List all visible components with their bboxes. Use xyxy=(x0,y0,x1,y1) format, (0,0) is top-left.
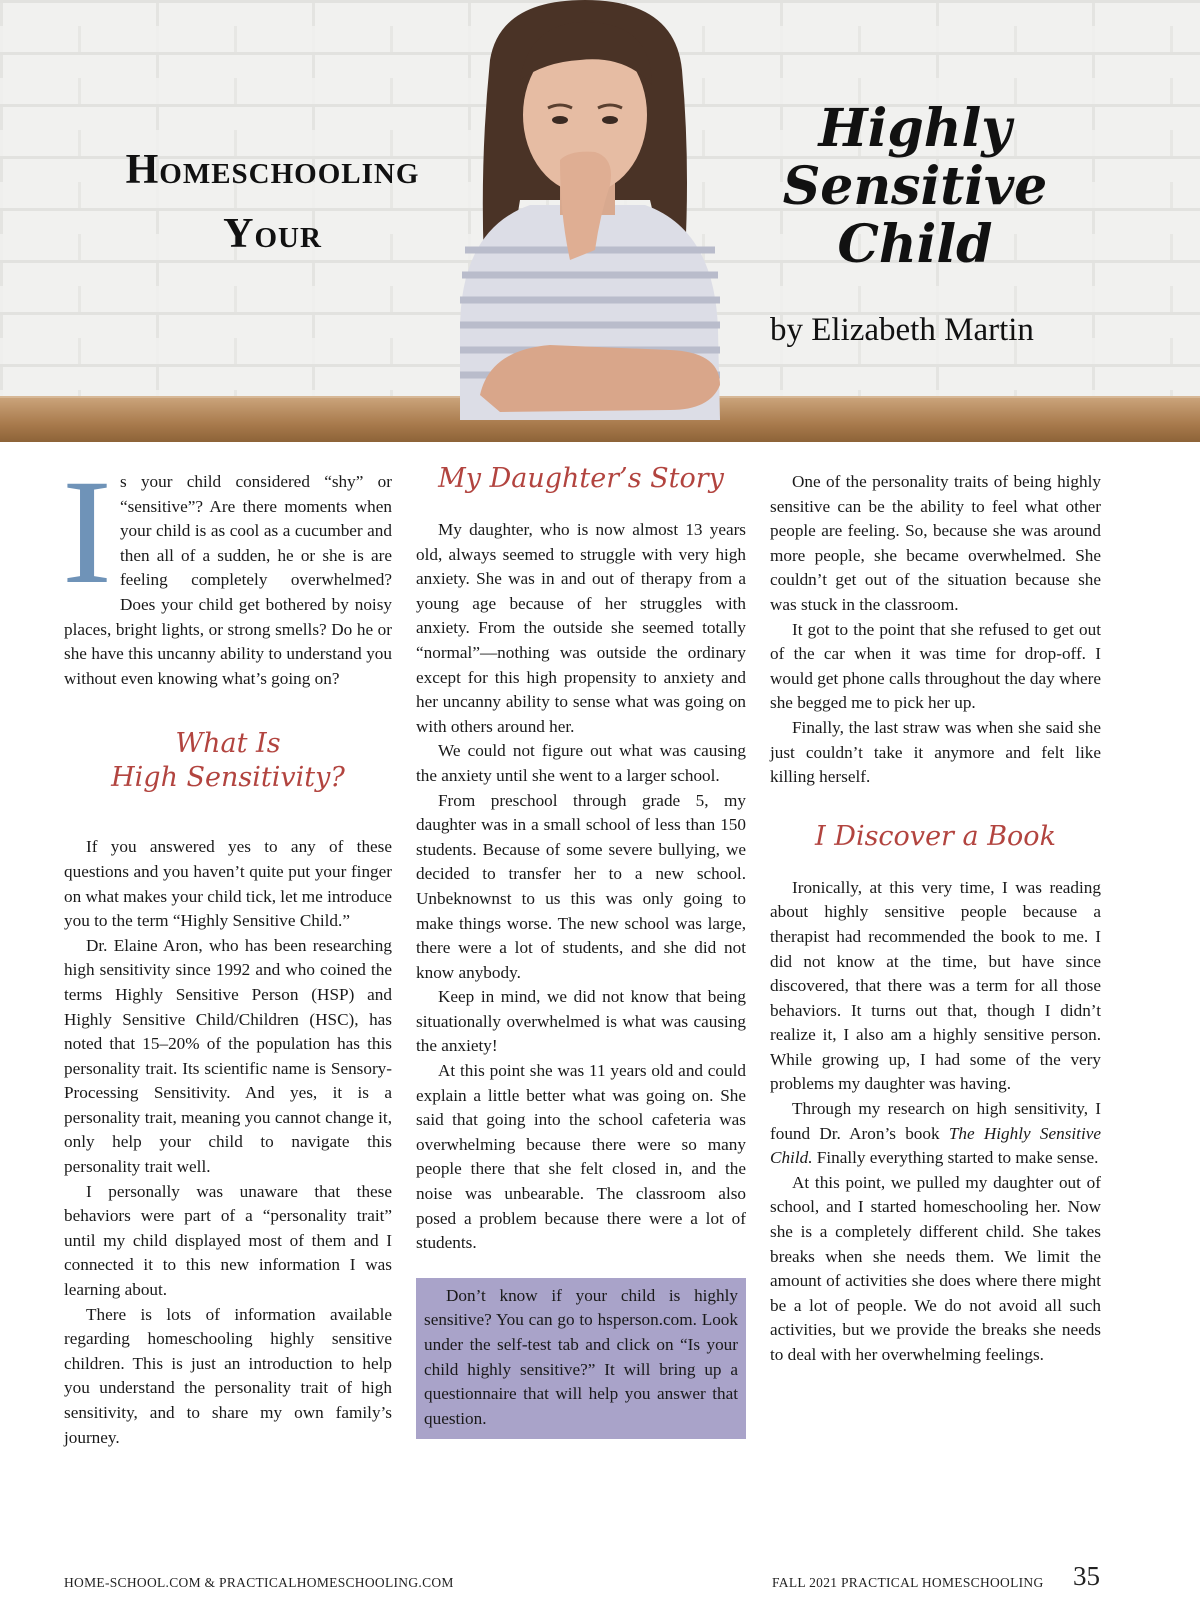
title-right-line-2: Sensitive xyxy=(782,156,1048,217)
subhead-what-is-high-sensitivity xyxy=(64,727,392,795)
hero-banner xyxy=(0,0,1200,442)
paragraph: It got to the point that she refused to get out of the car when it was time for drop-off. I would get phone calls throughout the day where she begged me to pick her up. xyxy=(770,619,1101,713)
paragraph: My daughter, who is now almost 13 years old, always seemed to struggle with very high anxiety. She was in and out of therapy from a young age because of her struggles with anxiety. From the outside she seemed totally “normal”—nothing was outside the ordinary except for this high propensity to anxiety and her uncanny ability to sense what was going on with others around her. xyxy=(416,520,746,736)
callout-text: Don’t know if your child is highly sensitive? You can go to hsperson.com. Look under the self-test tab and click on “Is your child highly sensitive?” It will bring up a questionnaire that will help you answer that question. xyxy=(424,1285,738,1428)
drop-cap: I xyxy=(62,449,112,615)
paragraph: Ironically, at this very time, I was reading about highly sensitive people because a therapist had recommended the book to me. I did not know at the time, but have since discovered, that there was a term for all those behaviors. It turns out that, though I didn’t realize it, I also am a highly sensitive person. While growing up, I had some of the very problems my daughter was having. xyxy=(770,877,1101,1094)
paragraph: At this point, we pulled my daughter out of school, and I started homeschooling her. Now she is a completely different child. She takes breaks when she needs them. We limit the amount of activities she does where there might be a lot of people. We do not avoid all such activities, but we provide the breaks she needs to deal with her overwhelming feelings. xyxy=(770,1172,1101,1364)
paragraph: We could not figure out what was causing the anxiety until she went to a larger school. xyxy=(416,741,746,785)
paragraph: At this point she was 11 years old and could explain a little better what was going on. She said that going into the school cafeteria was overwhelming because there were so many people there that she felt closed in, and the noise was unbearable. The classroom also posed a problem because there were a lot of students. xyxy=(416,1061,746,1253)
column-1 xyxy=(62,449,392,1450)
paragraph: Dr. Elaine Aron, who has been researching high sensitivity since 1992 and who coined the terms Highly Sensitive Person (HSP) and Highly Sensitive Child/Children (HSC), has noted that 15–20% of the population has this personality trait. Its scientific name is Sensory-Processing Sensitivity. And yes, it is a personality trait, meaning you cannot change it, only help your child to navigate this personality trait well. xyxy=(64,935,392,1177)
title-left-line-1: Homeschooling xyxy=(125,147,420,193)
paragraph: From preschool through grade 5, my daughter was in a small school of less than 150 students. Because of some severe bullying, we decided to transfer her to a new school. Unbeknownst to us this was only going to make things worse. The new school was large, there were a lot of students, and she did not know anybody. xyxy=(416,790,746,982)
paragraph-text: Through my research on high sensitivity, I found Dr. Aron’s book xyxy=(770,1099,1101,1143)
paragraph: Finally, the last straw was when she said she just couldn’t take it anymore and felt like killing herself. xyxy=(770,717,1101,787)
page-number: 35 xyxy=(1073,1561,1100,1591)
subhead-line-2: High Sensitivity? xyxy=(111,762,345,794)
author-byline: by Elizabeth Martin xyxy=(770,312,1034,348)
paragraph xyxy=(770,1097,1101,1171)
paragraph: Keep in mind, we did not know that being situationally overwhelmed is what was causing the anxiety! xyxy=(416,987,746,1056)
subhead-my-daughters-story: My Daughter’s Story xyxy=(438,463,724,494)
paragraph: There is lots of information available regarding homeschooling highly sensitive children. This is just an introduction to help you understand the personality trait of high sensitivity, and to share my own family’s journey. xyxy=(64,1304,392,1447)
paragraph: I personally was unaware that these behaviors were part of a “personality trait” until my child displayed most of them and I connected it to this new information I was learning about. xyxy=(64,1181,392,1300)
footer-issue: FALL 2021 PRACTICAL HOMESCHOOLING xyxy=(772,1575,1044,1590)
footer-website: HOME-SCHOOL.COM & PRACTICALHOMESCHOOLING.COM xyxy=(64,1575,454,1590)
intro-paragraph xyxy=(62,449,392,691)
subhead-line-1: What Is xyxy=(175,728,281,760)
intro-text: s your child considered “shy” or “sensitive”? Are there moments when your child is as cool as a cucumber and then all of a sudden, he or she is are feeling completely overwhelmed? Does your child get bothered by noisy places, bright lights, or strong smells? Do he or she have this uncanny ability to understand you without even knowing what’s going on? xyxy=(64,472,392,688)
paragraph-text: Finally everything started to make sense. xyxy=(812,1148,1099,1168)
column-3 xyxy=(770,470,1101,1368)
column-2 xyxy=(416,463,746,1439)
title-left-line-2: Your xyxy=(223,211,322,257)
paragraph: If you answered yes to any of these questions and you haven’t quite put your finger on what makes your child tick, let me introduce you to the term “Highly Sensitive Child.” xyxy=(64,837,392,931)
callout-box xyxy=(416,1278,746,1440)
title-right-line-3: Child xyxy=(837,214,993,275)
title-right-line-1: Highly xyxy=(818,98,1012,159)
title-left xyxy=(70,138,475,266)
book-title: The Highly Sensitive Child. xyxy=(770,1123,1101,1168)
paragraph: One of the personality traits of being highly sensitive can be the ability to feel what other people are feeling. So, because she was around more people, she became overwhelmed. She couldn’t get out of the situation because she was stuck in the classroom. xyxy=(770,472,1101,614)
subhead-i-discover-a-book: I Discover a Book xyxy=(815,820,1056,852)
title-right xyxy=(775,100,1055,274)
